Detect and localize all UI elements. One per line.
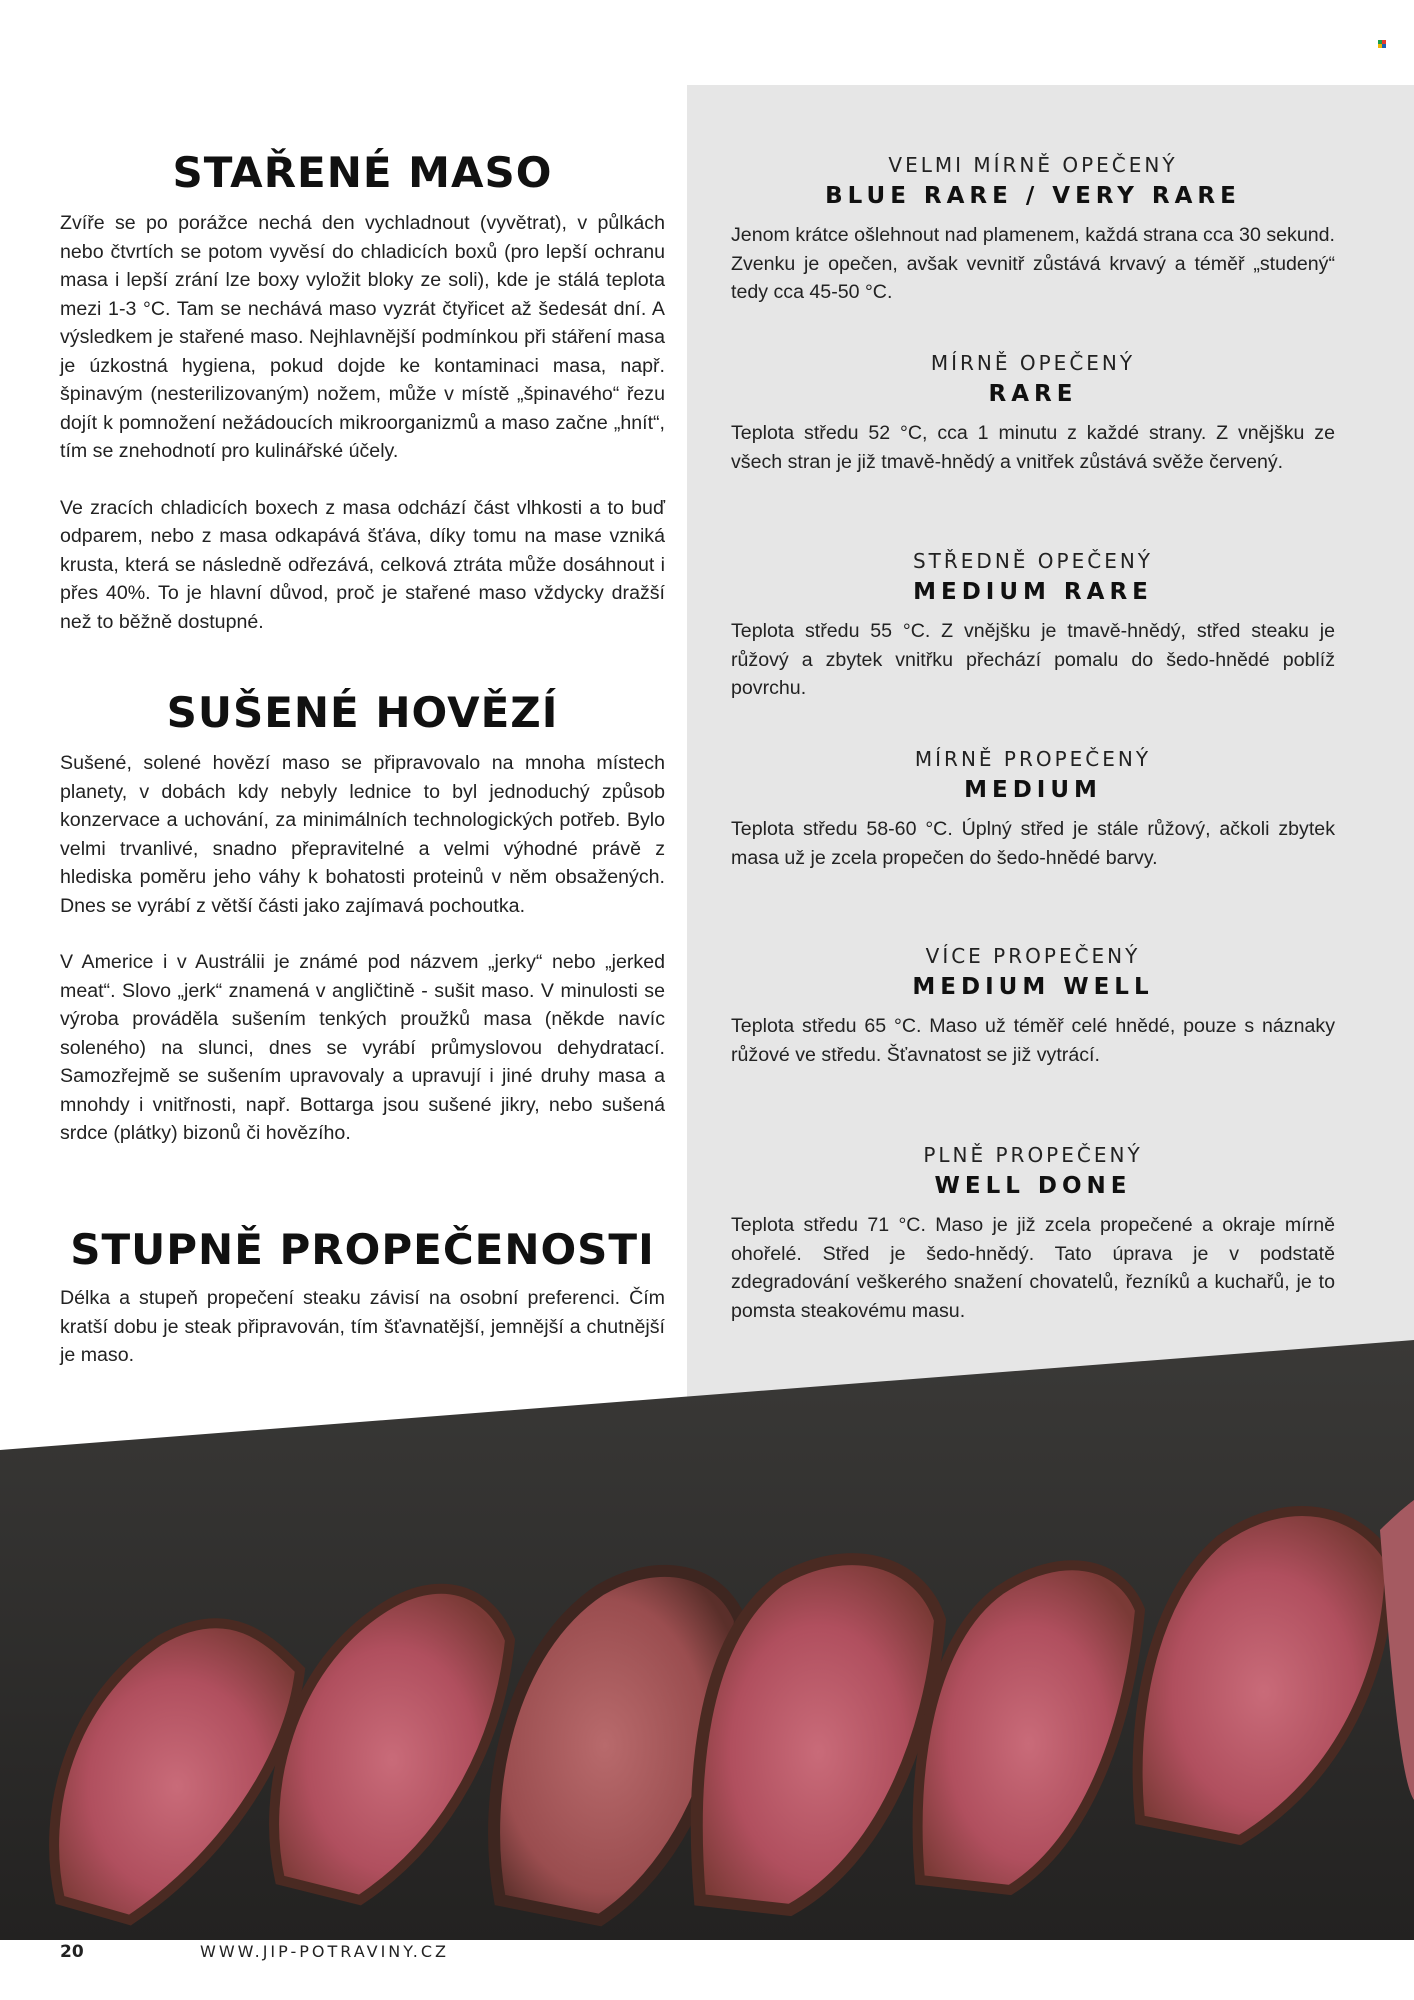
doneness-czech-name: PLNĚ PROPEČENÝ [923, 1143, 1143, 1167]
paragraph: Ve zracích chladicích boxech z masa odchází část vlhkosti a to buď odparem, nebo z masa odkapává šťáva, díky tomu na mase vzniká krusta, která se následně odřezává, celková ztráta může dosáhnout i přes 40%. To je hlavní důvod, proč je stařené maso vždycky dražší než to běžně dostupné. [60, 496, 665, 633]
doneness-item [731, 153, 1335, 307]
paragraph: Sušené, solené hovězí maso se připravovalo na mnoha místech planety, v dobách kdy nebyly lednice to byl jednoduchý způsob konzervace a uchování, za minimálních technologických potřeb. Bylo velmi trvanlivé, snadno přepravitelné a velmi výhodné právě z hlediska poměru jeho váhy k bohatosti proteinů v něm obsažených. Dnes se vyrábí z větší části jako zajímavá pochoutka. [60, 752, 665, 917]
website-link[interactable]: WWW.JIP-POTRAVINY.CZ [200, 1942, 450, 1961]
doneness-description: Teplota středu 52 °C, cca 1 minutu z každé strany. Z vnějšku ze všech stran je již tmavě-hnědý a vnitřek zůstává svěže červený. [731, 422, 1335, 473]
section-dried-beef [60, 688, 665, 1148]
section-title-aged: STAŘENÉ MASO [172, 148, 553, 197]
doneness-czech-name: MÍRNĚ OPEČENÝ [930, 351, 1136, 375]
doneness-item [731, 1143, 1335, 1325]
doneness-item [731, 944, 1335, 1069]
steak-photo [0, 1340, 1414, 1940]
doneness-description: Teplota středu 55 °C. Z vnějšku je tmavě-hnědý, střed steaku je růžový a zbytek vnitřku přechází pomalu do šedo-hnědé poblíž povrchu. [731, 620, 1335, 699]
paragraph: V Americe i v Austrálii je známé pod názvem „jerky“ nebo „jerked meat“. Slovo „jerk“ znamená v angličtině - sušit maso. V minulosti se výroba prováděla sušením tenkých proužků masa (někde navíc soleného) na slunci, dnes se vyrábí průmyslovou dehydratací. Samozřejmě se sušením upravovaly a upravují i jiné druhy masa a mnohdy i vnitřnosti, např. Bottarga jsou sušené jikry, nebo sušená srdce (plátky) bizonů či hovězího. [60, 951, 665, 1144]
doneness-description: Teplota středu 65 °C. Maso už téměř celé hnědé, pouze s náznaky růžové ve středu. Šťavnatost se již vytrácí. [731, 1015, 1335, 1066]
doneness-english-name: MEDIUM RARE [913, 579, 1153, 605]
doneness-description: Teplota středu 58-60 °C. Úplný střed je stále růžový, ačkoli zbytek masa už je zcela propečen do šedo-hnědé barvy. [731, 818, 1335, 869]
doneness-item [731, 549, 1335, 703]
doneness-description: Teplota středu 71 °C. Maso je již zcela propečené a okraje mírně ohořelé. Střed je šedo-hnědý. Tato úprava je v podstatě zdegradování veškerého snažení chovatelů, řezníků a kuchařů, je to pomsta steakovému masu. [731, 1214, 1335, 1322]
page-number: 20 [60, 1942, 84, 1962]
doneness-czech-name: STŘEDNĚ OPEČENÝ [912, 549, 1154, 573]
section-title-doneness: STUPNĚ PROPEČENOSTI [70, 1225, 655, 1274]
doneness-item [731, 747, 1335, 872]
paragraph: Zvíře se po porážce nechá den vychladnout (vyvětrat), v půlkách nebo čtvrtích se potom vyvěsí do chladicích boxů (pro lepší ochranu masa i lepší zrání lze boxy vyložit bloky ze soli), kde je stálá teplota mezi 1-3 °C. Tam se nechává maso vyzrát čtyřicet až šedesát dní. A výsledkem je stařené maso. Nejhlavnější podmínkou při stáření masa je úzkostná hygiena, pokud dojde ke kontaminaci masa, např. špinavým (nesterilizovaným) nožem, může v místě „špinavého“ řezu dojít k pomnožení nežádoucích mikroorganizmů a maso začne „hnít“, tím se znehodnotí pro kulinářské účely. [60, 212, 665, 462]
section-aged-meat [60, 148, 665, 636]
brand-logo-icon [1378, 40, 1388, 50]
doneness-english-name: BLUE RARE / VERY RARE [825, 183, 1241, 209]
paragraph: Délka a stupeň propečení steaku závisí na osobní preferenci. Čím kratší dobu je steak připravován, tím šťavnatější, jemnější a chutnější je maso. [60, 1287, 665, 1366]
doneness-english-name: MEDIUM WELL [912, 974, 1154, 1000]
doneness-czech-name: VELMI MÍRNĚ OPEČENÝ [888, 153, 1178, 177]
doneness-czech-name: VÍCE PROPEČENÝ [925, 944, 1141, 968]
doneness-description: Jenom krátce ošlehnout nad plamenem, každá strana cca 30 sekund. Zvenku je opečen, avšak vevnitř zůstává krvavý a téměř „studený“ tedy cca 45-50 °C. [731, 224, 1335, 303]
doneness-czech-name: MÍRNĚ PROPEČENÝ [914, 747, 1152, 771]
doneness-item [731, 351, 1335, 476]
doneness-english-name: RARE [988, 381, 1078, 407]
doneness-english-name: WELL DONE [934, 1173, 1132, 1199]
doneness-english-name: MEDIUM [964, 777, 1102, 803]
section-title-dried: SUŠENÉ HOVĚZÍ [166, 688, 559, 737]
